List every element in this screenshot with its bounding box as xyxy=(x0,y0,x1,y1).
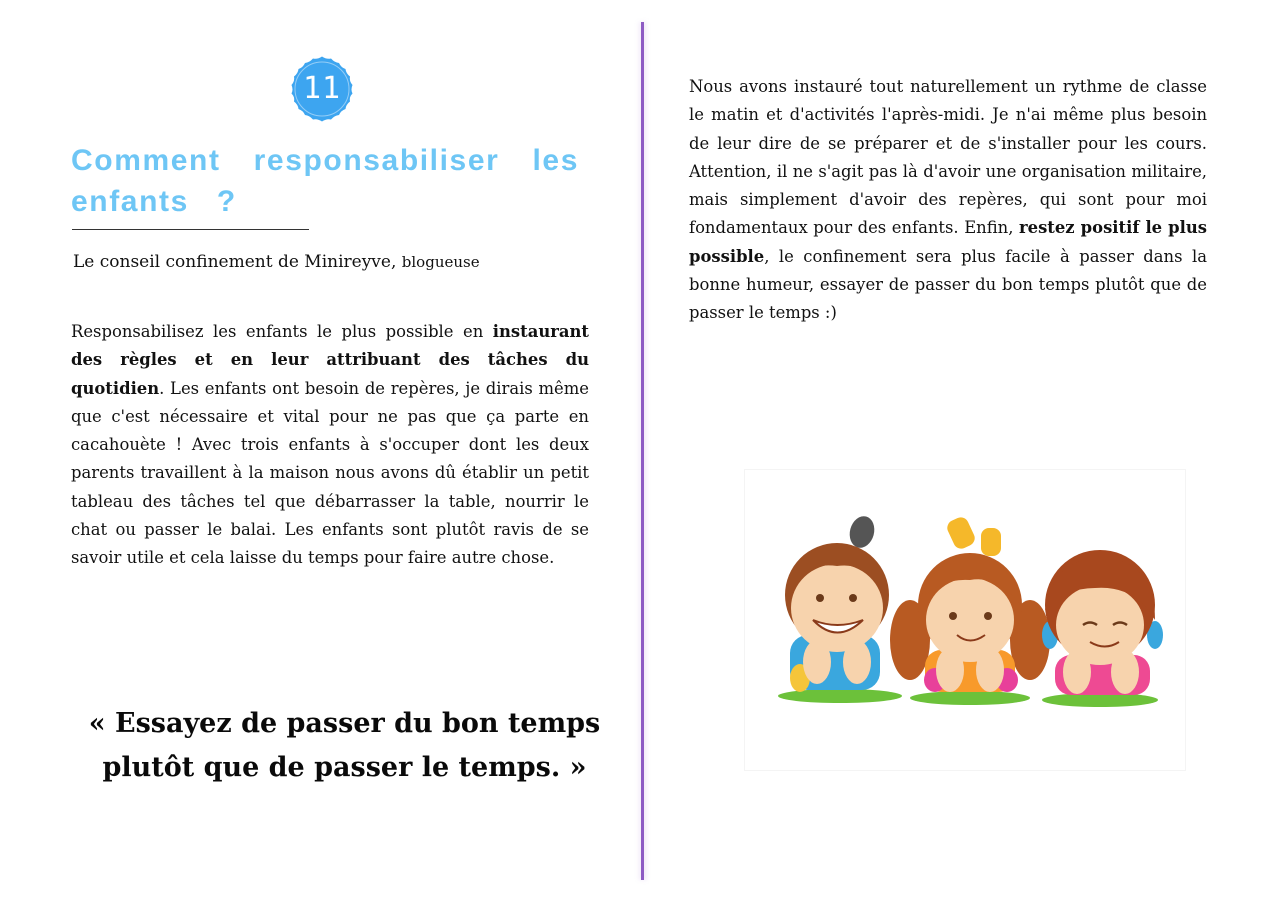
page-number-badge xyxy=(286,53,358,125)
page-number: 11 xyxy=(302,71,342,106)
pull-quote-line-2: plutôt que de passer le temps. » xyxy=(102,752,587,783)
title-underline xyxy=(72,229,309,230)
right-paragraph xyxy=(689,73,1207,328)
pull-quote xyxy=(72,702,617,790)
left-paragraph-bold: instaurant des règles et en leur attribuant des tâches du quotidien xyxy=(71,322,589,398)
left-paragraph-text-2: . Les enfants ont besoin de repères, je dirais même que c'est nécessaire et vital pour ne pas que ça parte en cacahouète ! Avec trois enfants à s'occuper dont les deux parents travaillent à la maison nous avons dû établir un petit tableau des tâches tel que débarrasser la table, nourrir le chat ou passer le balai. Les enfants sont plutôt ravis de se savoir utile et cela laisse du temps pour faire autre chose. xyxy=(71,378,589,568)
byline-role: blogueuse xyxy=(401,253,480,271)
right-paragraph-text-1: Nous avons instauré tout naturellement un rythme de classe le matin et d'activités l'après-midi. Je n'ai même plus besoin de leur dire de se préparer et de s'installer pour les cours. Attention, il ne s'agit pas là d'avoir une organisation militaire, mais simplement d'avoir des repères, qui sont pour moi fondamentaux pour des enfants. Enfin, xyxy=(689,77,1207,238)
right-paragraph-text-2: , le confinement sera plus facile à passer dans la bonne humeur, essayer de passer du bon temps plutôt que de passer le temps :) xyxy=(689,246,1207,323)
byline-author: Le conseil confinement de Minireyve, xyxy=(73,252,397,272)
children-illustration xyxy=(745,470,1185,770)
three-children-icon xyxy=(745,470,1185,770)
byline xyxy=(73,250,480,274)
left-paragraph xyxy=(71,318,589,573)
right-paragraph-bold: restez positif le plus possible xyxy=(689,218,1207,266)
article-title: Comment responsabiliser les enfants ? xyxy=(71,144,579,218)
column-divider xyxy=(641,22,644,880)
left-paragraph-text-1: Responsabilisez les enfants le plus possible en xyxy=(71,322,493,341)
pull-quote-line-1: « Essayez de passer du bon temps xyxy=(88,708,601,739)
